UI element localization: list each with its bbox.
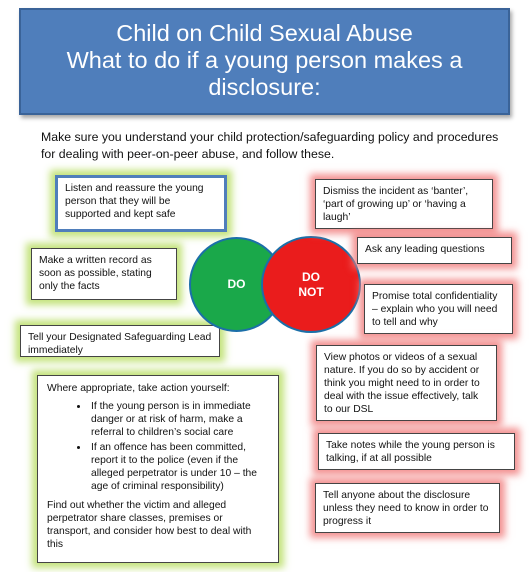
take-action-bullet: • If the young person is in immediate danger or at risk of harm, make a referral to children’s social care: [89, 400, 269, 439]
title-line-1: Child on Child Sexual Abuse: [116, 20, 413, 46]
dont-card-leading-questions: [357, 237, 512, 264]
dont-card-dismiss-text: Dismiss the incident as ‘banter’, ‘part of growing up’ or ‘having a laugh’: [323, 186, 469, 223]
dont-card-dismiss: [315, 179, 493, 229]
do-circle-label: DO: [227, 277, 246, 291]
dont-card-tell-anyone-text: Tell anyone about the disclosure unless they need to know in order to progress it: [323, 490, 489, 527]
title-line-3: disclosure:: [208, 74, 321, 100]
dont-card-confidentiality-text: Promise total confidentiality – explain who you will need to tell and why: [372, 291, 498, 328]
take-action-intro: Where appropriate, take action yourself:: [47, 383, 230, 394]
do-card-record-text: Make a written record as soon as possible, stating only the facts: [39, 255, 152, 292]
title-line-2: What to do if a young person makes a: [66, 47, 463, 73]
dont-card-tell-anyone: [315, 483, 500, 533]
dont-card-leading-questions-text: Ask any leading questions: [365, 244, 485, 255]
do-not-circle-label: [298, 270, 323, 300]
take-action-outro: Find out whether the victim and alleged perpetrator share classes, premises or transport, and consider how best to deal with this: [47, 500, 252, 550]
take-action-list: [47, 400, 269, 493]
dont-card-confidentiality: [364, 284, 513, 334]
do-card-listen: [55, 175, 227, 232]
dont-card-notes-text: Take notes while the young person is talking, if at all possible: [326, 440, 495, 464]
do-card-listen-text: Listen and reassure the young person that they will be supported and kept safe: [65, 183, 204, 220]
title-banner: [19, 8, 510, 115]
take-action-bullet: • If an offence has been committed, report it to the police (even if the alleged perpetrator is under 10 – the age of criminal responsibility): [89, 441, 269, 493]
do-not-circle: [261, 236, 361, 333]
dont-card-photos: [316, 345, 497, 421]
do-card-take-action: [37, 375, 279, 563]
dont-card-notes: [318, 433, 515, 470]
do-not-circle-line-1: DO: [302, 269, 320, 284]
intro-text: Make sure you understand your child protection/safeguarding policy and procedures for dealing with peer-on-peer abuse, and follow these.: [41, 130, 499, 161]
do-card-record: [31, 248, 177, 300]
do-not-circle-line-2: NOT: [298, 284, 324, 299]
do-card-tell-dsl: [20, 325, 220, 357]
do-card-tell-dsl-text: Tell your Designated Safeguarding Lead immediately: [28, 332, 212, 356]
dont-card-photos-text: View photos or videos of a sexual nature. If you do so by accident or think you might need to in order to deal with the issue effectively, talk to our DSL: [324, 352, 480, 415]
